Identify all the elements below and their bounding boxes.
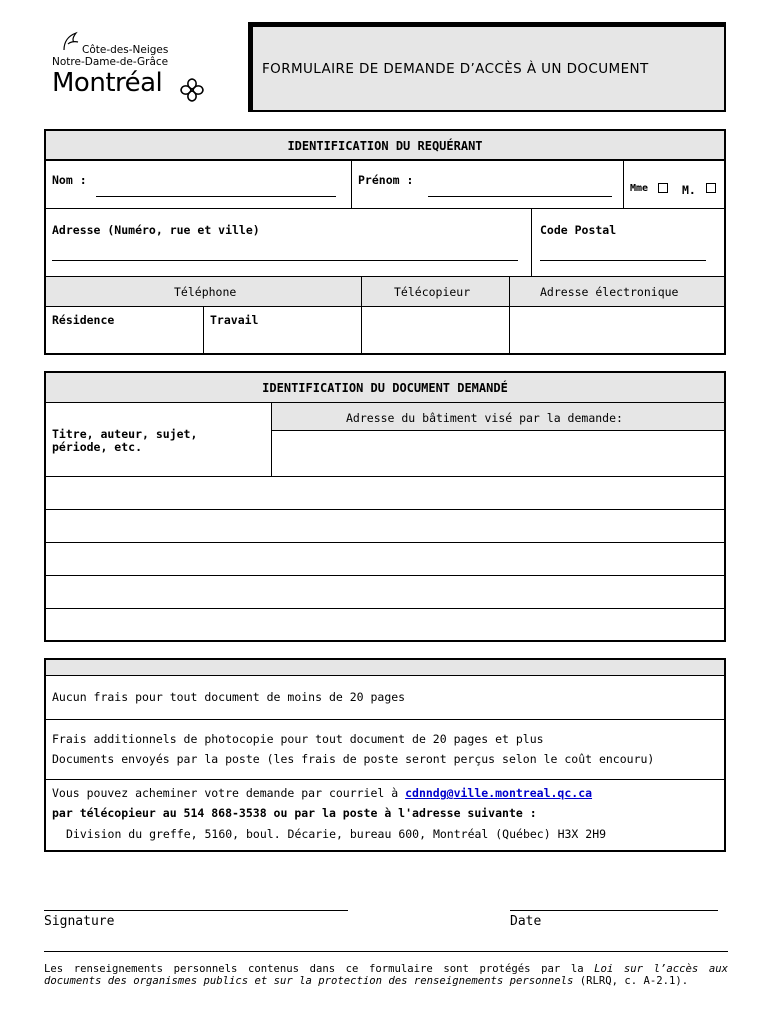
requerant-header (46, 131, 724, 161)
m-label: M. (682, 183, 696, 197)
telecopieur-label: Télécopieur (394, 285, 471, 299)
travail-label: Travail (210, 313, 259, 327)
adresse-label: Adresse (Numéro, rue et ville) (52, 223, 260, 237)
frais-line-1: Aucun frais pour tout document de moins de 20 pages (52, 690, 406, 704)
footnote-law: Loi sur l’accès aux documents des organismes publics et sur la protection des renseignements personnels (44, 963, 728, 987)
courriel-input[interactable] (510, 307, 724, 353)
code-postal-cell (532, 209, 724, 277)
frais-line-2: Frais additionnels de photocopie pour tout document de 20 pages et plus (52, 732, 544, 746)
batiment-header (272, 403, 724, 431)
signature-label: Signature (44, 914, 115, 929)
form-title-box (248, 22, 726, 112)
document-line-5[interactable] (46, 609, 724, 640)
adresse-input[interactable] (52, 260, 518, 261)
document-line-3[interactable] (46, 543, 724, 576)
nom-cell (46, 161, 352, 209)
frais-row-1 (46, 676, 724, 720)
document-line-4[interactable] (46, 576, 724, 609)
document-section (44, 371, 726, 642)
document-header-text: IDENTIFICATION DU DOCUMENT DEMANDÉ (262, 381, 508, 395)
telephone-label: Téléphone (174, 285, 237, 299)
civility-cell (624, 161, 724, 209)
courriel-header (510, 277, 724, 307)
privacy-footnote (44, 963, 728, 987)
document-line-1[interactable] (46, 477, 724, 510)
nom-label: Nom : (52, 173, 87, 187)
footnote-divider (44, 951, 728, 952)
courriel-label: Adresse électronique (540, 285, 679, 299)
frais-line-4-text: Vous pouvez acheminer votre demande par courriel à (52, 786, 406, 800)
frais-row-3 (46, 780, 724, 850)
document-header (46, 373, 724, 403)
frais-line-6: Division du greffe, 5160, boul. Décarie, bureau 600, Montréal (Québec) H3X 2H9 (66, 827, 607, 841)
requerant-section (44, 129, 726, 355)
document-line-2[interactable] (46, 510, 724, 543)
residence-cell[interactable] (46, 307, 204, 353)
borough-logo (52, 30, 222, 110)
prenom-label: Prénom : (358, 173, 414, 187)
frais-line-3: Documents envoyés par la poste (les frais de poste seront perçus selon le coût encouru) (52, 752, 655, 766)
frais-line-4 (52, 786, 592, 800)
requerant-header-text: IDENTIFICATION DU REQUÉRANT (287, 139, 483, 153)
frais-row-2 (46, 720, 724, 780)
montreal-rosette-icon (178, 76, 206, 104)
travail-cell[interactable] (204, 307, 362, 353)
batiment-label: Adresse du bâtiment visé par la demande: (346, 411, 623, 425)
logo-line-1: Côte-des-Neiges (82, 44, 169, 56)
prenom-input[interactable] (428, 196, 612, 197)
frais-line-5: par télécopieur au 514 868-3538 ou par la poste à l'adresse suivante : (52, 806, 537, 820)
telecopieur-header (362, 277, 510, 307)
logo-line-2: Notre-Dame-de-Grâce (52, 56, 169, 68)
date-line[interactable] (510, 910, 718, 911)
batiment-input[interactable] (272, 431, 724, 477)
email-link[interactable]: cdnndg@ville.montreal.qc.ca (405, 786, 593, 800)
telephone-header (46, 277, 362, 307)
titre-label-2: période, etc. (52, 440, 143, 454)
frais-section (44, 658, 726, 852)
code-postal-input[interactable] (540, 260, 706, 261)
signature-line[interactable] (44, 910, 348, 911)
footnote-text-2: (RLRQ, c. A-2.1). (573, 975, 689, 987)
titre-cell (46, 403, 272, 477)
residence-label: Résidence (52, 313, 115, 327)
code-postal-label: Code Postal (540, 223, 617, 237)
adresse-cell (46, 209, 532, 277)
prenom-cell (352, 161, 624, 209)
nom-input[interactable] (96, 196, 336, 197)
form-title: FORMULAIRE DE DEMANDE D’ACCÈS À UN DOCUMENT (262, 61, 649, 77)
frais-header (46, 660, 724, 676)
m-checkbox[interactable] (706, 183, 716, 193)
mme-label: Mme (630, 183, 649, 194)
mme-checkbox[interactable] (658, 183, 668, 193)
titre-label-1: Titre, auteur, sujet, (52, 427, 198, 441)
logo-wordmark: Montréal (52, 68, 163, 98)
leaf-logo-icon (60, 30, 82, 52)
date-label: Date (510, 914, 542, 929)
telecopieur-input[interactable] (362, 307, 510, 353)
footnote-text-1: Les renseignements personnels contenus dans ce formulaire sont protégés par la (44, 963, 595, 975)
